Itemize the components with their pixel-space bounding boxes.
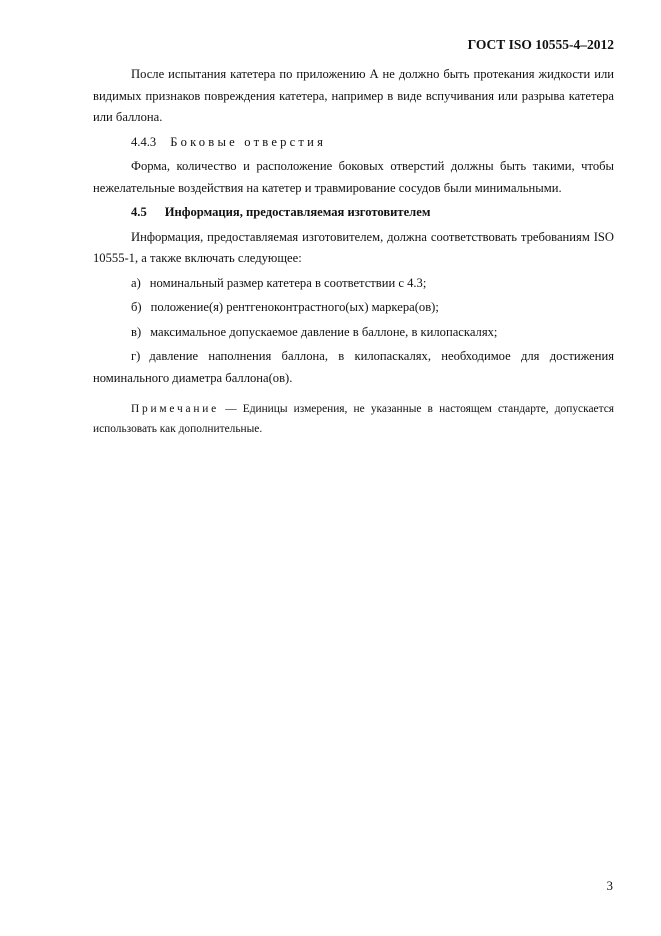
- note-label: Примечание: [131, 403, 220, 415]
- note-paragraph: [93, 399, 614, 439]
- paragraph-side-holes: Форма, количество и расположение боковых отверстий должны быть такими, чтобы нежелательные воздействия на катетер и травмирование сосудов были минимальными.: [93, 159, 614, 195]
- paragraph-test-result: После испытания катетера по приложению А не должно быть протекания жидкости или видимых признаков повреждения катетера, например в виде вспучивания или разрыва катетера или баллона.: [93, 67, 614, 124]
- list-marker: б): [131, 300, 142, 314]
- list-marker: г): [131, 349, 141, 363]
- note-text: Единицы измерения, не указанные в настоящем стандарте, допускается использовать как дополнительные.: [93, 403, 614, 435]
- list-item-text: положение(я) рентгеноконтрастного(ых) маркера(ов);: [150, 300, 439, 314]
- section-number: 4.5: [131, 205, 147, 219]
- section-number: 4.4.3: [131, 134, 157, 149]
- section-heading-4-4-3: [131, 132, 614, 154]
- paragraph-manufacturer-info: Информация, предоставляемая изготовителем, должна соответствовать требованиям ISO 10555-1, а также включать следующее:: [93, 229, 614, 265]
- list-item: [93, 273, 614, 295]
- list-item: [93, 322, 614, 344]
- document-body: [93, 64, 614, 439]
- standard-header: ГОСТ ISO 10555-4–2012: [467, 37, 614, 52]
- section-title: Боковые отверстия: [170, 134, 327, 149]
- list-item-text: номинальный размер катетера в соответствии с 4.3;: [149, 275, 427, 290]
- page-number: 3: [606, 878, 613, 893]
- list-item-text: давление наполнения баллона, в килопаскалях, необходимое для достижения номинального диаметра баллона(ов).: [93, 349, 614, 385]
- section-title: Информация, предоставляемая изготовителем: [164, 205, 431, 219]
- section-heading-4-5: [131, 202, 614, 224]
- list-item: [93, 297, 614, 319]
- note-dash: —: [225, 403, 237, 415]
- list-marker: в): [131, 324, 142, 339]
- list-marker: а): [131, 275, 141, 290]
- list-item: [93, 346, 614, 389]
- list-item-text: максимальное допускаемое давление в баллоне, в килопаскалях;: [150, 324, 498, 339]
